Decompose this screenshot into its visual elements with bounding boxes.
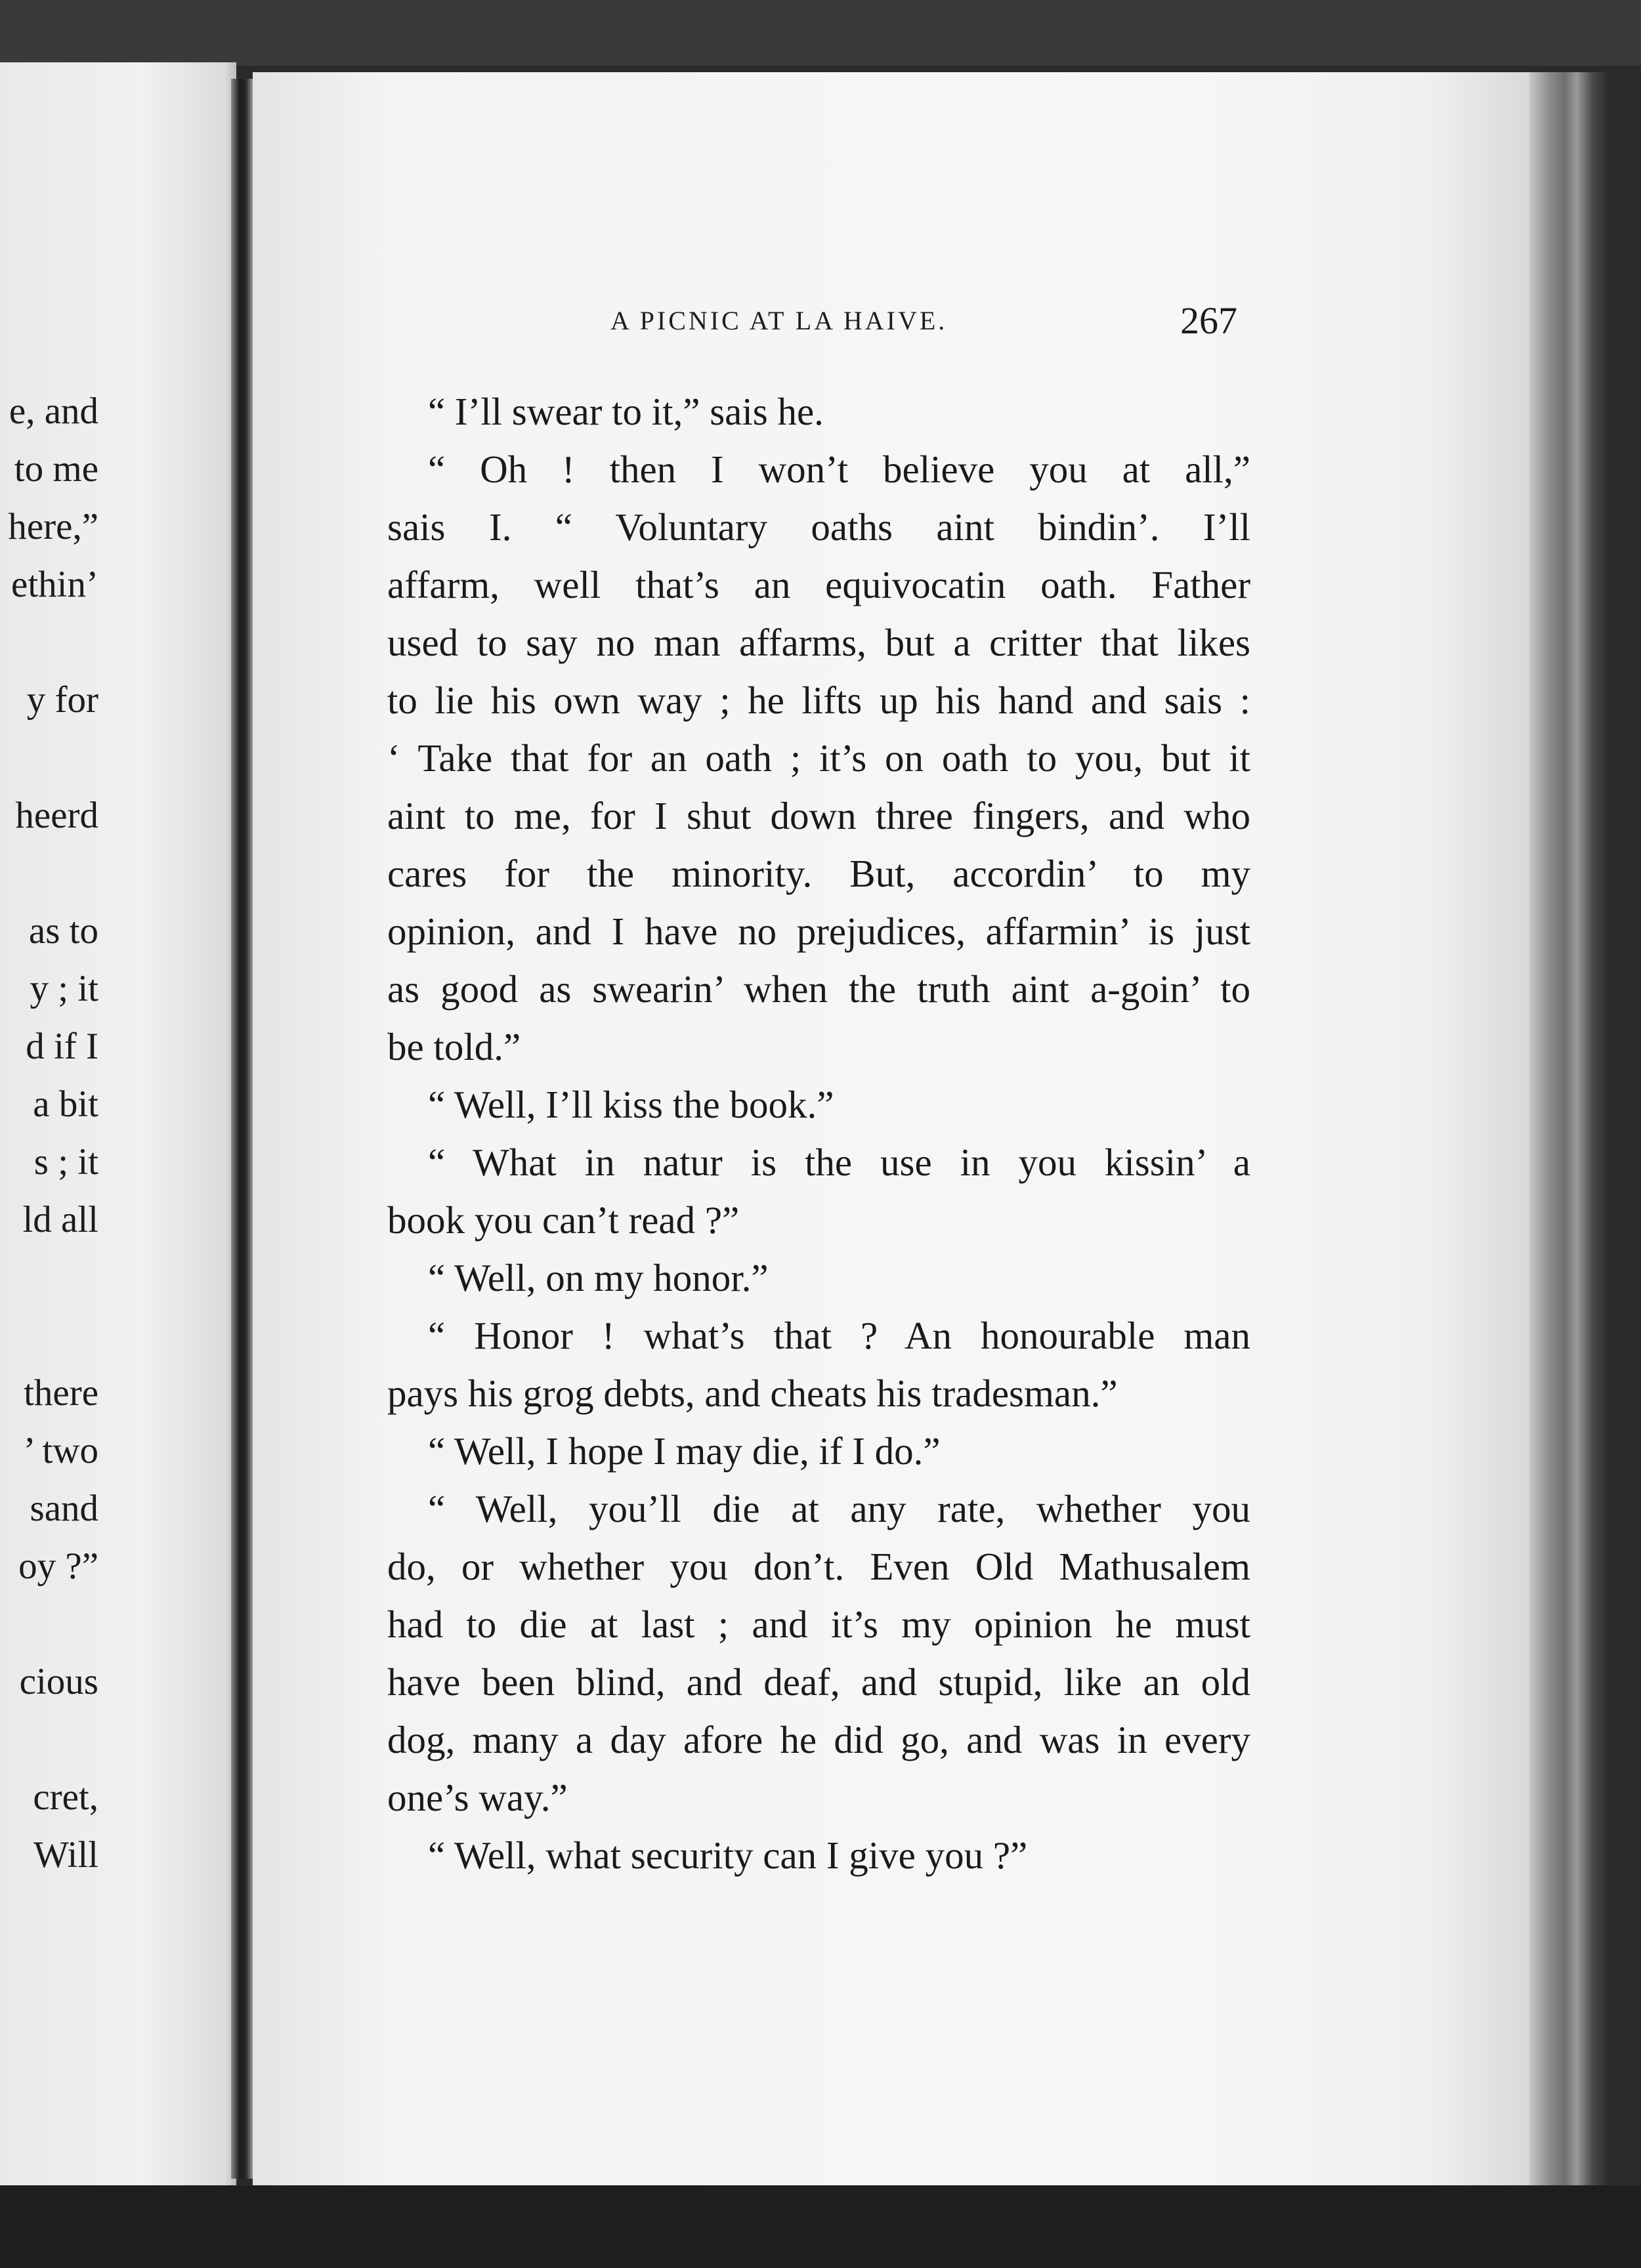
- facing-page-line: Will: [33, 1834, 98, 1876]
- text-line: sais I. “ Voluntary oaths aint bindin’. I’ll: [387, 505, 1250, 549]
- text-line: one’s way.”: [387, 1776, 568, 1819]
- text-line: “ Honor ! what’s that ? An honourable man: [428, 1314, 1250, 1357]
- facing-page-line: ’ two: [23, 1430, 98, 1471]
- text-line: used to say no man affarms, but a critter that likes: [387, 621, 1250, 664]
- facing-page-line: sand: [30, 1488, 98, 1529]
- text-line: dog, many a day afore he did go, and was in every: [387, 1718, 1250, 1761]
- text-line: to lie his own way ; he lifts up his hand and sais :: [387, 679, 1250, 722]
- facing-page-line: to me: [14, 448, 98, 490]
- text-line: “ Well, what security can I give you ?”: [428, 1834, 1028, 1877]
- facing-page-line: heerd: [15, 795, 98, 836]
- text-line: do, or whether you don’t. Even Old Mathusalem: [387, 1545, 1250, 1588]
- text-line: aint to me, for I shut down three fingers, and who: [387, 794, 1250, 837]
- facing-page-line: d if I: [26, 1026, 98, 1067]
- text-line: “ I’ll swear to it,” sais he.: [428, 390, 824, 433]
- text-line: as good as swearin’ when the truth aint a-goin’ to: [387, 967, 1250, 1011]
- text-line: book you can’t read ?”: [387, 1198, 740, 1242]
- facing-page-line: [0, 614, 98, 671]
- text-line: opinion, and I have no prejudices, affarmin’ is just: [387, 910, 1250, 953]
- facing-page-line: ld all: [22, 1199, 98, 1240]
- facing-page-line: oy ?”: [18, 1545, 98, 1587]
- facing-page-line: [0, 1711, 98, 1769]
- facing-page-line: ethin’: [11, 564, 98, 605]
- text-line: “ Oh ! then I won’t believe you at all,”: [428, 448, 1250, 491]
- facing-page-line: y ; it: [30, 968, 98, 1009]
- facing-page-line: [0, 845, 98, 902]
- facing-page-line: [0, 729, 98, 787]
- text-line: be told.”: [387, 1025, 521, 1068]
- text-line: “ What in natur is the use in you kissin’ a: [428, 1141, 1250, 1184]
- facing-page-line: [0, 1595, 98, 1653]
- facing-page-line: e, and: [9, 390, 98, 432]
- text-line: cares for the minority. But, accordin’ to my: [387, 852, 1250, 895]
- facing-page-line: y for: [26, 679, 98, 721]
- text-line: ‘ Take that for an oath ; it’s on oath to you, but it: [387, 736, 1250, 780]
- text-line: affarm, well that’s an equivocatin oath. Father: [387, 563, 1250, 606]
- facing-page-line: cret,: [33, 1776, 98, 1818]
- facing-page-line: cious: [19, 1661, 98, 1702]
- text-line: “ Well, you’ll die at any rate, whether you: [428, 1487, 1250, 1530]
- text-line: “ Well, I’ll kiss the book.”: [428, 1083, 834, 1126]
- facing-page-line: here,”: [8, 506, 98, 547]
- facing-page-line: [0, 1307, 98, 1364]
- facing-page-line: as to: [28, 910, 98, 952]
- facing-page-line: [0, 1249, 98, 1307]
- text-line: had to die at last ; and it’s my opinion he must: [387, 1603, 1250, 1646]
- page-edges: [1529, 72, 1608, 2192]
- text-line: have been blind, and deaf, and stupid, like an old: [387, 1660, 1250, 1704]
- text-line: “ Well, I hope I may die, if I do.”: [428, 1429, 941, 1473]
- facing-page-line: s ; it: [33, 1141, 98, 1183]
- page-number: 267: [1180, 299, 1237, 342]
- facing-page-line: there: [24, 1372, 98, 1414]
- body-text: [387, 383, 1250, 1884]
- text-line: pays his grog debts, and cheats his tradesman.”: [387, 1372, 1118, 1415]
- text-line: “ Well, on my honor.”: [428, 1256, 769, 1299]
- facing-page-line: a bit: [33, 1083, 98, 1125]
- scan-bottom-edge: [0, 2185, 1641, 2268]
- facing-page-text: [0, 383, 98, 1884]
- scan-top-edge: [0, 0, 1641, 66]
- running-head: A PICNIC AT LA HAIVE.: [610, 306, 948, 335]
